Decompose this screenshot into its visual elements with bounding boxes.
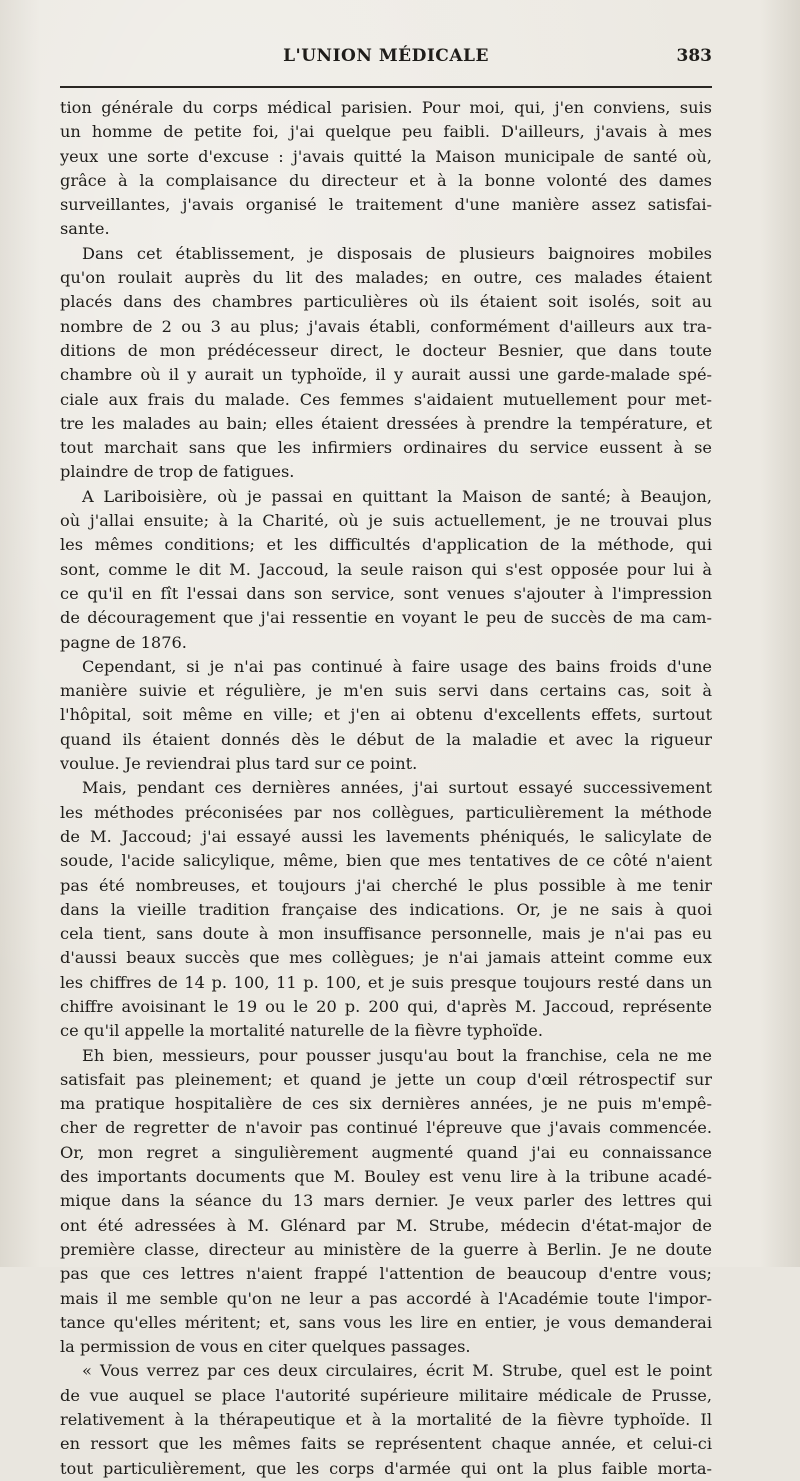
text-line: mique dans la séance du 13 mars dernier. Je veux parler des lettres qui — [60, 1191, 712, 1211]
text-line: surveillantes, j'avais organisé le traitement d'une manière assez satisfai- — [60, 195, 712, 215]
text-line: tance qu'elles méritent; et, sans vous les lire en entier, je vous demanderai — [60, 1312, 712, 1332]
text-line: cher de regretter de n'avoir pas continué l'épreuve que j'avais commencée. — [60, 1118, 712, 1138]
text-line: en ressort que les mêmes faits se représentent chaque année, et celui-ci — [60, 1434, 712, 1454]
text-line: voulue. Je reviendrai plus tard sur ce point. — [60, 754, 418, 774]
text-line: « Vous verrez par ces deux circulaires, écrit M. Strube, quel est le point — [82, 1361, 712, 1381]
text-line: ont été adressées à M. Glénard par M. Strube, médecin d'état-major de — [60, 1215, 712, 1235]
text-line: relativement à la thérapeutique et à la mortalité de la fièvre typhoïde. Il — [60, 1410, 712, 1430]
text-line: l'hôpital, soit même en ville; et j'en ai obtenu d'excellents effets, surtout — [60, 705, 712, 725]
text-line: qu'on roulait auprès du lit des malades; en outre, ces malades étaient — [60, 268, 712, 288]
text-line: manière suivie et régulière, je m'en suis servi dans certains cas, soit à — [60, 681, 712, 701]
text-line: mais il me semble qu'on ne leur a pas accordé à l'Académie toute l'impor- — [60, 1288, 712, 1308]
text-line: les méthodes préconisées par nos collègues, particulièrement la méthode — [60, 802, 712, 822]
text-line: dans la vieille tradition française des indications. Or, je ne sais à quoi — [60, 899, 712, 919]
text-line: pas que ces lettres n'aient frappé l'attention de beaucoup d'entre vous; — [60, 1264, 712, 1284]
text-line: première classe, directeur au ministère de la guerre à Berlin. Je ne doute — [60, 1239, 712, 1259]
text-line: ce qu'il appelle la mortalité naturelle de la fièvre typhoïde. — [60, 1021, 544, 1041]
text-line: quand ils étaient donnés dès le début de la maladie et avec la rigueur — [60, 729, 712, 749]
text-line: grâce à la complaisance du directeur et à la bonne volonté des dames — [60, 170, 712, 190]
text-line: d'aussi beaux succès que mes collègues; je n'ai jamais atteint comme eux — [60, 948, 712, 968]
text-line: cela tient, sans doute à mon insuffisance personnelle, mais je n'ai pas eu — [60, 924, 712, 944]
text-line: Dans cet établissement, je disposais de plusieurs baignoires mobiles — [82, 243, 712, 263]
text-line: ditions de mon prédécesseur direct, le docteur Besnier, que dans toute — [60, 340, 712, 360]
text-line: de M. Jaccoud; j'ai essayé aussi les lavements phéniqués, le salicylate de — [60, 826, 712, 846]
text-line: tout marchait sans que les infirmiers ordinaires du service eussent à se — [60, 438, 712, 458]
text-line: ma pratique hospitalière de ces six dernières années, je ne puis m'empê- — [60, 1094, 712, 1114]
text-line: placés dans des chambres particulières où ils étaient soit isolés, soit au — [60, 292, 712, 312]
text-line: ciale aux frais du malade. Ces femmes s'aidaient mutuellement pour met- — [60, 389, 712, 409]
text-line: sont, comme le dit M. Jaccoud, la seule raison qui s'est opposée pour lui à — [60, 559, 712, 579]
text-line: plaindre de trop de fatigues. — [60, 462, 295, 482]
text-line: tion générale du corps médical parisien. Pour moi, qui, j'en conviens, suis — [60, 98, 712, 117]
text-line: des importants documents que M. Bouley est venu lire à la tribune acadé- — [60, 1167, 712, 1187]
text-line: Eh bien, messieurs, pour pousser jusqu'au bout la franchise, cela ne me — [82, 1045, 712, 1065]
text-line: un homme de petite foi, j'ai quelque peu faibli. D'ailleurs, j'avais à mes — [60, 122, 712, 142]
text-line: Or, mon regret a singulièrement augmenté quand j'ai eu connaissance — [60, 1142, 712, 1162]
text-line: tre les malades au bain; elles étaient dressées à prendre la température, et — [60, 413, 712, 433]
text-line: de découragement que j'ai ressentie en voyant le peu de succès de ma cam- — [60, 608, 712, 628]
text-line: les mêmes conditions; et les difficultés d'application de la méthode, qui — [60, 535, 712, 555]
text-line: pas été nombreuses, et toujours j'ai cherché le plus possible à me tenir — [60, 875, 712, 895]
text-line: tout particulièrement, que les corps d'armée qui ont la plus faible morta- — [60, 1458, 712, 1478]
text-line: A Lariboisière, où je passai en quittant la Maison de santé; à Beaujon, — [82, 486, 712, 506]
running-header — [60, 46, 712, 76]
text-line: chambre où il y aurait un typhoïde, il y aurait aussi une garde-malade spé- — [60, 365, 712, 385]
text-line: la permission de vous en citer quelques passages. — [60, 1337, 471, 1357]
text-line: satisfait pas pleinement; et quand je jette un coup d'œil rétrospectif sur — [60, 1069, 712, 1089]
text-line: ce qu'il en fît l'essai dans son service, sont venues s'ajouter à l'impression — [60, 583, 712, 603]
text-line: Mais, pendant ces dernières années, j'ai surtout essayé successivement — [82, 778, 712, 798]
text-line: de vue auquel se place l'autorité supérieure militaire médicale de Prusse, — [60, 1385, 712, 1405]
text-line: où j'allai ensuite; à la Charité, où je suis actuellement, je ne trouvai plus — [60, 511, 712, 531]
page-number: 383 — [676, 46, 712, 66]
text-line: pagne de 1876. — [60, 632, 187, 652]
text-line: les chiffres de 14 p. 100, 11 p. 100, et je suis presque toujours resté dans un — [60, 972, 712, 992]
text-line: chiffre avoisinant le 19 ou le 20 p. 200 qui, d'après M. Jaccoud, représente — [60, 996, 712, 1016]
text-line: soude, l'acide salicylique, même, bien que mes tentatives de ce côté n'aient — [60, 851, 712, 871]
text-line: nombre de 2 ou 3 au plus; j'avais établi, conformément d'ailleurs aux tra- — [60, 316, 712, 336]
article-body — [60, 96, 712, 1481]
text-line: sante. — [60, 219, 110, 239]
header-rule — [60, 86, 712, 88]
text-line: Cependant, si je n'ai pas continué à faire usage des bains froids d'une — [82, 656, 712, 676]
journal-title: L'UNION MÉDICALE — [283, 46, 489, 66]
text-line: yeux une sorte d'excuse : j'avais quitté la Maison municipale de santé où, — [60, 146, 712, 166]
